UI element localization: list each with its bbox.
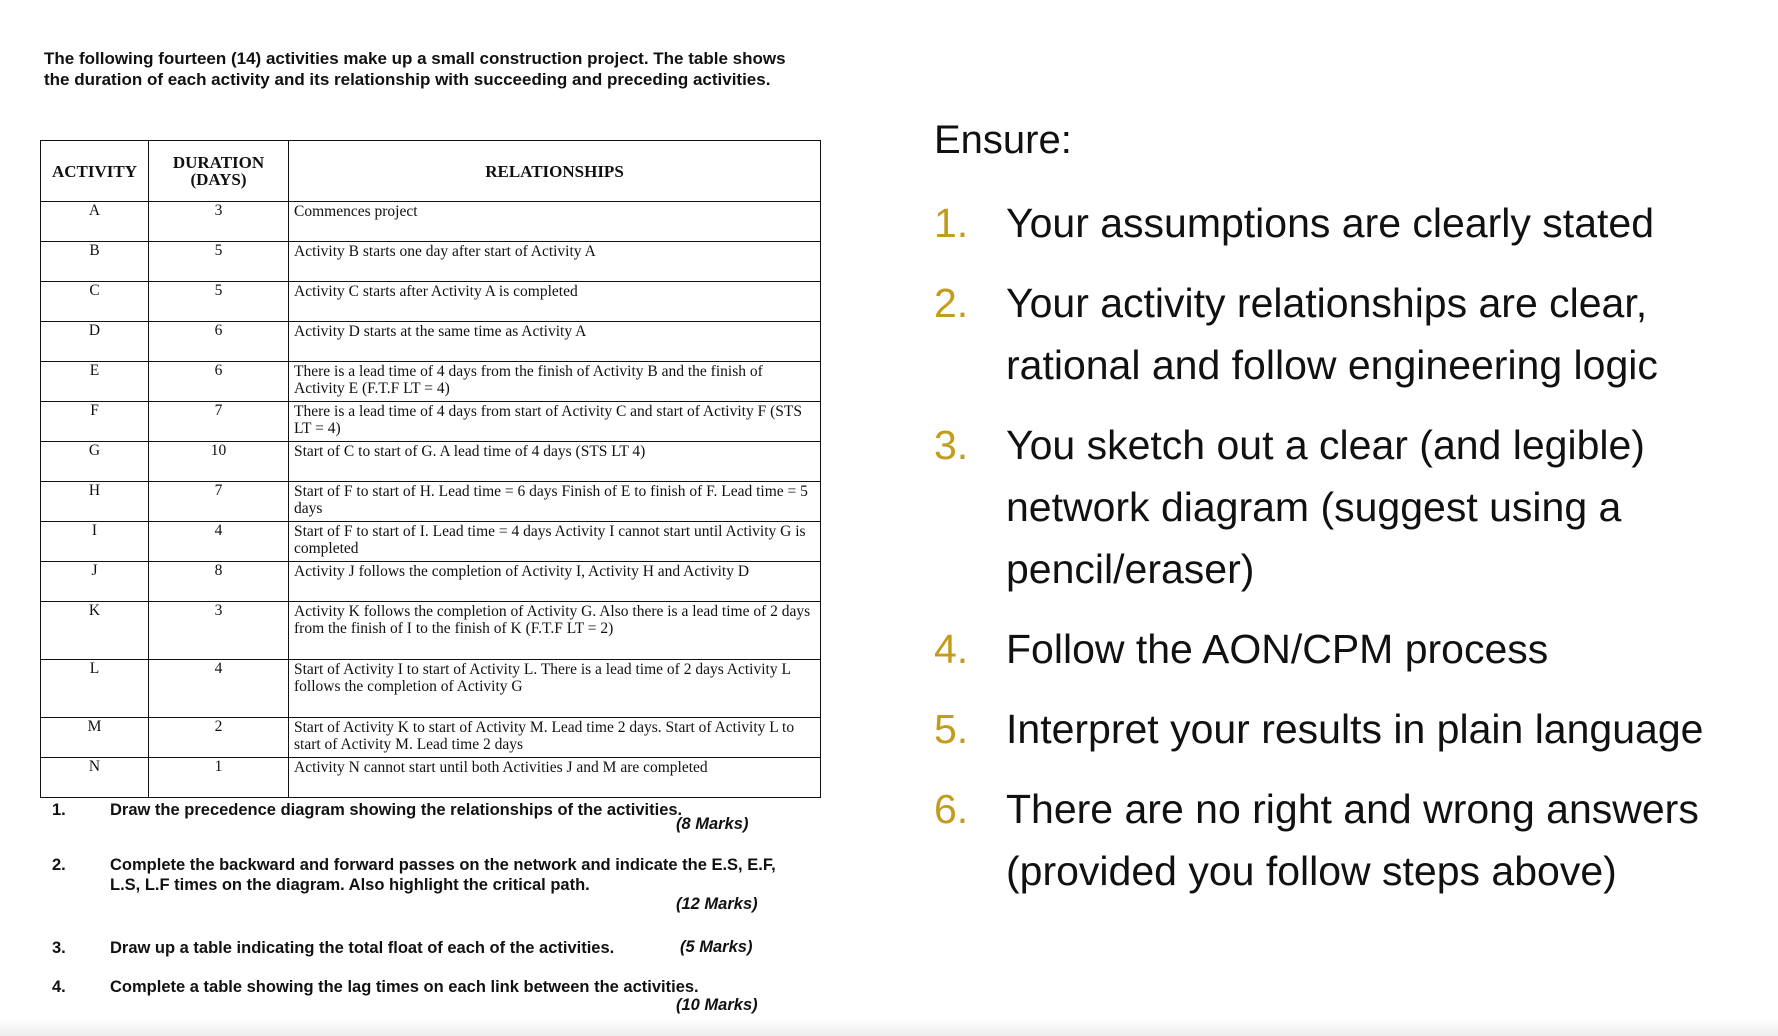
ensure-title: Ensure: [934, 118, 1072, 162]
ensure-item-text: Follow the AON/CPM process [1006, 626, 1549, 672]
ensure-item-number: 3. [934, 422, 969, 468]
table-row [41, 282, 821, 322]
duration-cell: 3 [149, 602, 289, 660]
activity-cell: H [41, 482, 149, 522]
relationship-cell: There is a lead time of 4 days from the finish of Activity B and the finish of Activity E (F.T.F LT = 4) [289, 362, 821, 402]
activity-cell: G [41, 442, 149, 482]
question-number: 1. [52, 801, 66, 819]
activity-cell: D [41, 322, 149, 362]
question-text: Draw the precedence diagram showing the relationships of the activities. [110, 801, 683, 819]
activity-cell: I [41, 522, 149, 562]
duration-cell: 2 [149, 718, 289, 758]
activity-cell: E [41, 362, 149, 402]
activity-cell: B [41, 242, 149, 282]
header-activity: ACTIVITY [41, 141, 149, 202]
relationship-cell: Commences project [289, 202, 821, 242]
relationship-cell: Activity N cannot start until both Activities J and M are completed [289, 758, 821, 798]
table-row [41, 482, 821, 522]
ensure-item-text: There are no right and wrong answers (provided you follow steps above) [1006, 786, 1699, 894]
relationship-cell: Start of F to start of H. Lead time = 6 days Finish of E to finish of F. Lead time = 5 days [289, 482, 821, 522]
activity-cell: M [41, 718, 149, 758]
assignment-intro: The following fourteen (14) activities make up a small construction project. The table shows the duration of each activity and its relationship with succeeding and preceding activities. [44, 49, 786, 89]
ensure-item-number: 1. [934, 200, 969, 246]
activity-cell: N [41, 758, 149, 798]
relationship-cell: Start of Activity I to start of Activity L. There is a lead time of 2 days Activity L follows the completion of Activity G [289, 660, 821, 718]
duration-cell: 6 [149, 362, 289, 402]
relationship-cell: Start of F to start of I. Lead time = 4 days Activity I cannot start until Activity G is completed [289, 522, 821, 562]
ensure-item [934, 272, 1774, 396]
ensure-item-text: You sketch out a clear (and legible) network diagram (suggest using a pencil/eraser) [1006, 422, 1645, 592]
duration-cell: 4 [149, 660, 289, 718]
ensure-list [934, 192, 1774, 920]
relationship-cell: There is a lead time of 4 days from start of Activity C and start of Activity F (STS LT = 4) [289, 402, 821, 442]
duration-cell: 10 [149, 442, 289, 482]
duration-cell: 5 [149, 282, 289, 322]
table-row [41, 242, 821, 282]
duration-cell: 4 [149, 522, 289, 562]
activity-table [40, 140, 821, 798]
activity-cell: L [41, 660, 149, 718]
question-marks: (8 Marks) [676, 815, 749, 833]
table-row [41, 602, 821, 660]
relationship-cell: Activity C starts after Activity A is completed [289, 282, 821, 322]
question-number: 3. [52, 939, 66, 957]
header-relationships: RELATIONSHIPS [289, 141, 821, 202]
question-text: Complete the backward and forward passes on the network and indicate the E.S, E.F, L.S, L.F times on the diagram. Also highlight the critical path. [110, 856, 776, 894]
relationship-cell: Activity K follows the completion of Activity G. Also there is a lead time of 2 days from the finish of I to the finish of K (F.T.F LT = 2) [289, 602, 821, 660]
question-text: Draw up a table indicating the total float of each of the activities. [110, 939, 615, 957]
ensure-item [934, 414, 1774, 600]
table-row [41, 202, 821, 242]
duration-cell: 5 [149, 242, 289, 282]
question-marks: (5 Marks) [680, 938, 753, 956]
header-duration: DURATION (DAYS) [149, 141, 289, 202]
table-row [41, 562, 821, 602]
table-row [41, 660, 821, 718]
duration-cell: 7 [149, 402, 289, 442]
ensure-item [934, 618, 1774, 680]
ensure-item-number: 5. [934, 706, 969, 752]
duration-cell: 8 [149, 562, 289, 602]
table-row [41, 402, 821, 442]
table-row [41, 362, 821, 402]
activity-cell: F [41, 402, 149, 442]
table-header-row [41, 141, 821, 202]
question-number: 2. [52, 856, 66, 874]
ensure-item [934, 192, 1774, 254]
ensure-item-text: Your activity relationships are clear, rational and follow engineering logic [1006, 280, 1658, 388]
duration-cell: 1 [149, 758, 289, 798]
relationship-cell: Activity D starts at the same time as Activity A [289, 322, 821, 362]
question-marks: (10 Marks) [676, 996, 758, 1014]
duration-cell: 6 [149, 322, 289, 362]
ensure-item-text: Interpret your results in plain language [1006, 706, 1704, 752]
ensure-item-number: 6. [934, 786, 969, 832]
ensure-item-number: 4. [934, 626, 969, 672]
activity-cell: K [41, 602, 149, 660]
table-row [41, 758, 821, 798]
duration-cell: 7 [149, 482, 289, 522]
bottom-edge-shadow [0, 1018, 1778, 1036]
ensure-item-number: 2. [934, 280, 969, 326]
question-text: Complete a table showing the lag times on each link between the activities. [110, 978, 699, 996]
relationship-cell: Activity B starts one day after start of Activity A [289, 242, 821, 282]
duration-cell: 3 [149, 202, 289, 242]
table-row [41, 442, 821, 482]
question-number: 4. [52, 978, 66, 996]
ensure-item [934, 778, 1774, 902]
ensure-item [934, 698, 1774, 760]
ensure-item-text: Your assumptions are clearly stated [1006, 200, 1654, 246]
table-row [41, 322, 821, 362]
activity-cell: A [41, 202, 149, 242]
table-row [41, 522, 821, 562]
table-row [41, 718, 821, 758]
relationship-cell: Activity J follows the completion of Activity I, Activity H and Activity D [289, 562, 821, 602]
question-marks: (12 Marks) [676, 895, 758, 913]
relationship-cell: Start of C to start of G. A lead time of 4 days (STS LT 4) [289, 442, 821, 482]
activity-cell: C [41, 282, 149, 322]
activity-cell: J [41, 562, 149, 602]
relationship-cell: Start of Activity K to start of Activity M. Lead time 2 days. Start of Activity L to start of Activity M. Lead time 2 days [289, 718, 821, 758]
